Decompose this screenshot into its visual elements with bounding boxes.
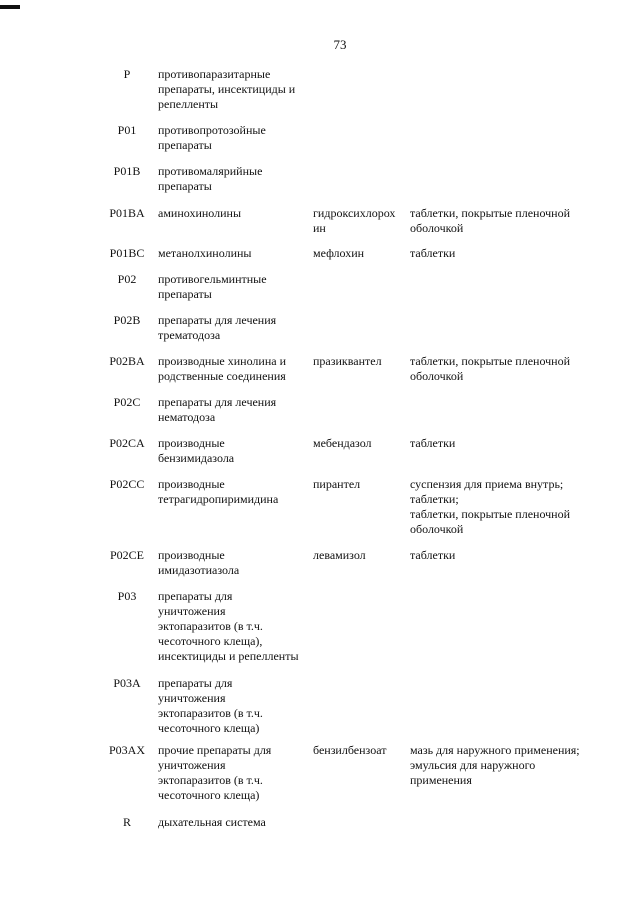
anatomical-therapeutic-group: препараты для уничтожения эктопаразитов (в т.ч. чесоточного клеща) [158, 676, 263, 735]
anatomical-therapeutic-group: противопротозойные препараты [158, 123, 266, 152]
table-row [0, 395, 640, 424]
dosage-form: таблетки [410, 246, 456, 260]
anatomical-therapeutic-group: аминохинолины [158, 206, 242, 220]
dosage-form: таблетки [410, 436, 456, 450]
atc-code: P [123, 67, 131, 81]
table-row [0, 548, 640, 577]
table-row [0, 743, 640, 802]
atc-code: P02CC [109, 477, 145, 491]
atc-code: P01BC [109, 246, 145, 260]
anatomical-therapeutic-group: метанолхинолины [158, 246, 252, 260]
dosage-form: таблетки, покрытые пленочной оболочкой [410, 206, 571, 235]
table-row [0, 589, 640, 663]
table-row [0, 164, 640, 193]
atc-code: P01BA [109, 206, 145, 220]
anatomical-therapeutic-group: противогельминтные препараты [158, 272, 267, 301]
anatomical-therapeutic-group: препараты для уничтожения эктопаразитов (в т.ч. чесоточного клеща), инсектициды и репелленты [158, 589, 299, 663]
anatomical-therapeutic-group: прочие препараты для уничтожения эктопаразитов (в т.ч. чесоточного клеща) [158, 743, 272, 802]
table-row [0, 272, 640, 301]
atc-code: P02CA [109, 436, 145, 450]
table-row [0, 477, 640, 536]
anatomical-therapeutic-group: производные бензимидазола [158, 436, 235, 465]
atc-code: P01 [117, 123, 137, 137]
anatomical-therapeutic-group: противопаразитарные препараты, инсектициды и репелленты [158, 67, 296, 111]
dosage-form: суспензия для приема внутрь; таблетки; таблетки, покрытые пленочной оболочкой [410, 477, 571, 536]
anatomical-therapeutic-group: препараты для лечения нематодоза [158, 395, 277, 424]
anatomical-therapeutic-group: препараты для лечения трематодоза [158, 313, 277, 342]
drug-name: гидроксихлорох ин [313, 206, 396, 235]
table-row [0, 246, 640, 261]
drug-name: левамизол [313, 548, 366, 562]
atc-code: P03A [113, 676, 141, 690]
drug-name: мефлохин [313, 246, 365, 260]
table-row [0, 354, 640, 383]
atc-code: P02C [113, 395, 141, 409]
atc-code: P01B [113, 164, 141, 178]
atc-code: P02 [117, 272, 137, 286]
table-row [0, 815, 640, 830]
anatomical-therapeutic-group: противомалярийные препараты [158, 164, 263, 193]
table-row [0, 206, 640, 235]
anatomical-therapeutic-group: производные хинолина и родственные соединения [158, 354, 287, 383]
atc-code: R [122, 815, 131, 829]
table-row [0, 436, 640, 465]
anatomical-therapeutic-group: производные имидазотиазола [158, 548, 240, 577]
anatomical-therapeutic-group: дыхательная система [158, 815, 266, 829]
drug-name: пирантел [313, 477, 361, 491]
atc-code: P02BA [109, 354, 145, 368]
dosage-form: таблетки [410, 548, 456, 562]
table-row [0, 67, 640, 111]
atc-code: P03AX [108, 743, 145, 757]
drug-name: празиквантел [313, 354, 382, 368]
drug-name: бензилбензоат [313, 743, 387, 757]
scan-corner-mark [0, 5, 20, 9]
dosage-form: таблетки, покрытые пленочной оболочкой [410, 354, 571, 383]
drug-name: мебендазол [313, 436, 372, 450]
table-row [0, 313, 640, 342]
atc-code: P02CE [109, 548, 144, 562]
table-row [0, 676, 640, 735]
dosage-form: мазь для наружного применения; эмульсия для наружного применения [410, 743, 580, 787]
page-number: 73 [333, 37, 347, 52]
anatomical-therapeutic-group: производные тетрагидропиримидина [158, 477, 279, 506]
table-row [0, 123, 640, 152]
atc-code: P03 [117, 589, 137, 603]
atc-code: P02B [113, 313, 141, 327]
